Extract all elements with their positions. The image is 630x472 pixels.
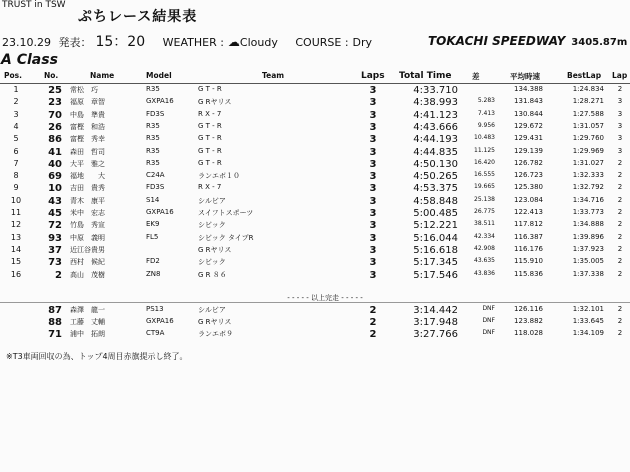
cell-best: 1:33.773 <box>572 208 604 216</box>
cell-total: 3:27.766 <box>413 329 458 340</box>
venue-name: TOKACHI SPEEDWAY <box>428 34 566 48</box>
cell-name: 青木 康平 <box>70 196 105 205</box>
cell-team: G T - R <box>198 121 222 130</box>
cell-no: 69 <box>48 171 62 183</box>
cell-best: 1:24.834 <box>572 85 604 93</box>
cell-no: 41 <box>48 146 62 158</box>
cell-name: 竹島 秀宣 <box>70 221 105 230</box>
cell-pos: 2 <box>13 97 19 107</box>
announce-label: 発表： <box>58 36 92 49</box>
cell-name: 米中 宏志 <box>70 209 105 217</box>
cell-gap: 43.635 <box>474 257 495 265</box>
cell-team: G T - R <box>198 158 222 167</box>
cell-speed: 126.782 <box>514 158 543 167</box>
cell-no: 2 <box>55 269 62 281</box>
cell-total: 4:44.835 <box>413 146 458 158</box>
cell-lap: 3 <box>617 134 623 143</box>
cell-speed: 118.028 <box>514 329 543 337</box>
cell-speed: 129.672 <box>514 121 543 130</box>
cell-laps: 3 <box>369 220 377 232</box>
table-row <box>0 159 630 171</box>
cell-team: ランエボ１０ <box>198 172 240 181</box>
header-rule <box>0 83 630 84</box>
cell-speed: 131.843 <box>514 97 543 106</box>
cell-lap: 2 <box>617 208 623 216</box>
table-row <box>0 257 630 269</box>
course-distance: 3405.87m <box>571 37 628 48</box>
cell-no: 88 <box>48 317 62 328</box>
cell-no: 87 <box>48 305 62 316</box>
table-row <box>0 183 630 195</box>
cell-speed: 134.388 <box>514 85 543 93</box>
cell-laps: 3 <box>369 195 377 207</box>
cell-no: 93 <box>48 232 62 244</box>
cell-gap: 25.138 <box>474 195 495 203</box>
cell-model: GXPA16 <box>146 317 174 325</box>
cell-name: 福原 章智 <box>70 98 105 107</box>
cell-best: 1:37.338 <box>572 269 604 278</box>
cell-name: 近江谷貴男 <box>70 245 105 254</box>
cell-lap: 3 <box>617 121 623 130</box>
table-row <box>0 171 630 183</box>
cell-pos: 16 <box>10 269 22 279</box>
cell-model: R35 <box>146 121 160 130</box>
cell-pos: 1 <box>13 85 19 94</box>
cell-gap: 38.511 <box>474 220 495 228</box>
cell-laps: 3 <box>369 232 377 244</box>
cell-best: 1:32.792 <box>572 183 604 192</box>
cell-team: シビック <box>198 258 226 267</box>
cell-gap: 11.125 <box>474 146 495 154</box>
table-row <box>0 134 630 146</box>
cell-team: G T - R <box>198 85 222 93</box>
cell-laps: 3 <box>369 134 377 146</box>
organization: TRUST in TSW <box>2 0 66 10</box>
cell-total: 3:17.948 <box>413 317 458 328</box>
cell-lap: 2 <box>617 329 623 337</box>
cell-speed: 122.413 <box>514 208 543 216</box>
cell-model: PS13 <box>146 305 164 313</box>
col-pos: Pos. <box>4 71 22 80</box>
cell-speed: 116.387 <box>514 232 543 241</box>
cell-team: G T - R <box>198 134 222 143</box>
cell-total: 4:38.993 <box>413 97 458 109</box>
cell-team: スイフトスポーツ <box>198 209 254 217</box>
cell-best: 1:31.057 <box>572 121 604 130</box>
cell-gap: 10.483 <box>474 134 495 142</box>
cell-name: 大平 雅之 <box>70 159 105 168</box>
cell-best: 1:31.027 <box>572 158 604 167</box>
cell-no: 26 <box>48 121 62 133</box>
cell-name: 高山 茂樹 <box>70 270 105 279</box>
course-label: COURSE : <box>295 36 349 49</box>
col-name: Name <box>90 71 115 80</box>
cell-lap: 2 <box>617 158 623 167</box>
cell-laps: 3 <box>369 269 377 281</box>
cell-name: 福地 大 <box>70 172 105 181</box>
cell-name: 工藤 丈輔 <box>70 318 105 326</box>
cell-laps: 3 <box>369 109 377 121</box>
cell-team: G Rヤリス <box>198 98 232 107</box>
cell-model: GXPA16 <box>146 208 174 216</box>
cell-laps: 3 <box>369 146 377 158</box>
cell-lap: 2 <box>617 183 623 192</box>
cell-total: 5:17.345 <box>413 257 458 269</box>
cell-total: 4:41.123 <box>413 109 458 121</box>
cell-laps: 3 <box>369 97 377 109</box>
cell-pos: 5 <box>13 134 19 144</box>
cell-total: 4:53.375 <box>413 183 458 195</box>
footnote: ※T3車両回収の為、トップ4周目赤旗提示し終了。 <box>6 352 188 361</box>
cell-gap: 9.956 <box>477 121 495 129</box>
cell-best: 1:29.760 <box>572 134 604 143</box>
cell-lap: 3 <box>617 109 623 118</box>
cell-model: FD3S <box>146 109 165 118</box>
table-row <box>0 122 630 134</box>
cell-team: R X - 7 <box>198 183 222 192</box>
cell-no: 10 <box>48 183 62 195</box>
cell-name: 常松 巧 <box>70 86 98 94</box>
cell-speed: 126.116 <box>514 305 543 313</box>
cell-lap: 2 <box>617 305 623 313</box>
cell-pos: 13 <box>10 232 22 242</box>
cell-pos: 12 <box>10 220 22 230</box>
cell-laps: 3 <box>369 85 377 96</box>
table-row <box>0 110 630 122</box>
table-header <box>0 71 630 83</box>
cell-pos: 10 <box>10 195 22 205</box>
cell-best: 1:34.716 <box>572 195 604 204</box>
cell-model: GXPA16 <box>146 97 174 106</box>
cell-best: 1:28.271 <box>572 97 604 106</box>
table-row <box>0 147 630 159</box>
class-title: A Class <box>1 52 58 68</box>
cell-gap: 43.836 <box>474 269 495 277</box>
col-total: Total Time <box>399 71 452 81</box>
cloud-icon: ☁ <box>227 35 240 49</box>
cell-team: R X - 7 <box>198 109 222 118</box>
cell-total: 5:17.546 <box>413 269 458 281</box>
cell-lap: 3 <box>617 146 623 155</box>
cell-total: 4:50.130 <box>413 158 458 170</box>
table-row <box>0 329 630 341</box>
cell-laps: 3 <box>369 158 377 170</box>
cell-no: 71 <box>48 329 62 340</box>
cell-laps: 2 <box>369 329 377 340</box>
cell-model: FL5 <box>146 232 159 241</box>
race-date: 23.10.29 <box>2 36 51 49</box>
cell-name: 中島 準貴 <box>70 110 105 119</box>
cell-gap: 19.665 <box>474 183 495 191</box>
cell-gap: DNF <box>482 329 495 336</box>
cell-speed: 115.910 <box>514 257 543 266</box>
cell-name: 森田 哲司 <box>70 147 105 156</box>
cell-no: 43 <box>48 195 62 207</box>
cell-best: 1:27.588 <box>572 109 604 118</box>
cell-pos: 8 <box>13 171 19 181</box>
cell-laps: 3 <box>369 208 377 219</box>
cell-speed: 123.084 <box>514 195 543 204</box>
cell-best: 1:32.333 <box>572 171 604 180</box>
cell-team: G Rヤリス <box>198 245 232 254</box>
cell-no: 72 <box>48 220 62 232</box>
cell-name: 富樫 和浩 <box>70 122 105 131</box>
cell-total: 3:14.442 <box>413 305 458 316</box>
table-row <box>0 85 630 97</box>
cell-team: シルビア <box>198 196 226 205</box>
cell-lap: 2 <box>617 232 623 241</box>
cell-total: 4:58.848 <box>413 195 458 207</box>
cell-lap: 2 <box>617 195 623 204</box>
cell-no: 73 <box>48 257 62 269</box>
cell-pos: 14 <box>10 244 22 254</box>
table-row <box>0 233 630 245</box>
col-laps: Laps <box>361 71 385 81</box>
cell-model: C24A <box>146 171 165 180</box>
cell-model: FD2 <box>146 257 160 266</box>
cell-no: 86 <box>48 134 62 146</box>
cell-laps: 3 <box>369 257 377 269</box>
col-gap: 差 <box>472 72 480 81</box>
cell-gap: DNF <box>482 317 495 324</box>
cell-team: G R ８６ <box>198 270 227 279</box>
cell-laps: 2 <box>369 317 377 328</box>
cell-speed: 125.380 <box>514 183 543 192</box>
cell-model: R35 <box>146 158 160 167</box>
table-row <box>0 245 630 257</box>
cell-total: 5:12.221 <box>413 220 458 232</box>
cell-no: 37 <box>48 244 62 256</box>
page-title: ぷちレース結果表 <box>78 9 198 25</box>
cell-pos: 9 <box>13 183 19 193</box>
cell-team: シビック <box>198 221 226 230</box>
cell-lap: 2 <box>617 85 623 93</box>
cell-speed: 116.176 <box>514 244 543 253</box>
col-model: Model <box>146 71 172 80</box>
cell-lap: 2 <box>617 317 623 325</box>
venue <box>428 34 627 48</box>
cell-no: 40 <box>48 158 62 170</box>
cell-name: 西村 候紀 <box>70 258 105 267</box>
col-team: Team <box>262 71 285 80</box>
cell-speed: 126.723 <box>514 171 543 180</box>
cell-no: 70 <box>48 109 62 121</box>
cell-team: シビック タイプR <box>198 233 254 242</box>
cell-total: 4:44.193 <box>413 134 458 146</box>
cell-laps: 3 <box>369 121 377 133</box>
race-meta <box>2 31 376 51</box>
cell-name: 森澤 龍一 <box>70 306 105 314</box>
cell-lap: 3 <box>617 97 623 106</box>
cell-best: 1:32.101 <box>572 305 604 313</box>
finish-separator: - - - - - 以上完走 - - - - - <box>287 294 363 302</box>
cell-team: ランエボ９ <box>198 330 233 338</box>
cell-team: G Rヤリス <box>198 318 232 326</box>
cell-model: R35 <box>146 85 160 93</box>
cell-laps: 3 <box>369 183 377 195</box>
cell-speed: 129.139 <box>514 146 543 155</box>
cell-total: 5:16.618 <box>413 244 458 256</box>
table-row <box>0 305 630 317</box>
cell-gap: 42.908 <box>474 244 495 252</box>
col-speed: 平均時速 <box>510 72 540 81</box>
cell-no: 45 <box>48 208 62 219</box>
cell-total: 4:43.666 <box>413 121 458 133</box>
col-best: BestLap <box>567 71 602 80</box>
cell-best: 1:39.896 <box>572 232 604 241</box>
cell-pos: 11 <box>10 208 22 217</box>
cell-gap: 16.420 <box>474 158 495 166</box>
cell-laps: 3 <box>369 244 377 256</box>
cell-gap: 42.334 <box>474 232 495 240</box>
cell-model: S14 <box>146 195 160 204</box>
cell-pos: 6 <box>13 146 19 156</box>
cell-model: ZN8 <box>146 269 161 278</box>
cell-best: 1:33.645 <box>572 317 604 325</box>
cell-name: 吉田 貴秀 <box>70 184 105 193</box>
cell-total: 4:33.710 <box>413 85 458 96</box>
cell-model: EK9 <box>146 220 160 229</box>
cell-best: 1:35.005 <box>572 257 604 266</box>
cell-team: シルビア <box>198 306 226 314</box>
cell-gap: 5.283 <box>477 97 495 105</box>
table-row <box>0 317 630 329</box>
col-lap: Lap <box>612 71 628 80</box>
cell-no: 23 <box>48 97 62 109</box>
cell-speed: 117.812 <box>514 220 543 229</box>
dnf-rule <box>0 302 630 303</box>
cell-lap: 2 <box>617 220 623 229</box>
cell-pos: 3 <box>13 109 19 119</box>
col-no: No. <box>44 71 59 80</box>
cell-best: 1:34.888 <box>572 220 604 229</box>
cell-speed: 130.844 <box>514 109 543 118</box>
cell-model: FD3S <box>146 183 165 192</box>
table-row <box>0 220 630 232</box>
cell-model: R35 <box>146 146 160 155</box>
table-row <box>0 270 630 282</box>
cell-lap: 2 <box>617 257 623 266</box>
cell-best: 1:34.109 <box>572 329 604 337</box>
cell-speed: 115.836 <box>514 269 543 278</box>
cell-total: 4:50.265 <box>413 171 458 183</box>
cell-gap: DNF <box>482 305 495 312</box>
cell-name: 浦中 拓朗 <box>70 330 105 338</box>
cell-speed: 123.882 <box>514 317 543 325</box>
announce-time: 15：20 <box>95 34 146 50</box>
table-row <box>0 196 630 208</box>
cell-best: 1:37.923 <box>572 244 604 253</box>
cell-total: 5:16.044 <box>413 232 458 244</box>
cell-speed: 129.431 <box>514 134 543 143</box>
cell-pos: 7 <box>13 158 19 168</box>
cell-lap: 2 <box>617 244 623 253</box>
weather-label: WEATHER : <box>162 36 224 49</box>
course-value: Dry <box>352 36 373 49</box>
weather-value: Cloudy <box>239 36 278 49</box>
cell-no: 25 <box>48 85 62 96</box>
cell-lap: 2 <box>617 171 623 180</box>
cell-laps: 2 <box>369 305 377 316</box>
cell-best: 1:29.969 <box>572 146 604 155</box>
cell-gap: 16.555 <box>474 171 495 179</box>
table-row <box>0 208 630 220</box>
cell-gap: 26.775 <box>474 208 495 215</box>
cell-team: G T - R <box>198 146 222 155</box>
cell-gap: 7.413 <box>477 109 495 117</box>
cell-model: R35 <box>146 134 160 143</box>
cell-pos: 15 <box>10 257 22 267</box>
cell-total: 5:00.485 <box>413 208 458 219</box>
cell-name: 富樫 秀幸 <box>70 135 105 144</box>
cell-pos: 4 <box>13 121 19 131</box>
cell-name: 中原 義明 <box>70 233 105 242</box>
cell-model: CT9A <box>146 329 165 337</box>
table-row <box>0 97 630 109</box>
cell-laps: 3 <box>369 171 377 183</box>
cell-lap: 2 <box>617 269 623 278</box>
